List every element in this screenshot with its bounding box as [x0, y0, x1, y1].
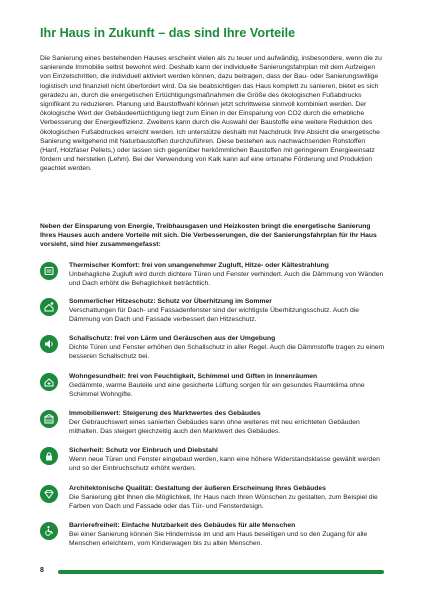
footer-bar: [58, 570, 384, 574]
benefit-architecture: [40, 484, 385, 518]
benefit-property-value: [40, 409, 385, 443]
page-number: 8: [40, 567, 44, 574]
benefit-text: Bei einer Sanierung können Sie Hindernisse im und am Haus beseitigen und so den Zugang für alle Menschen erleichtern, vom Kinderwagen bis zu alten Menschen.: [69, 531, 368, 548]
benefit-text: Der Gebrauchswert eines sanierten Gebäudes kann ohne weiteres mit neu errichteten Gebäuden mithalten. Das steigert gleichzeitig auch den Marktwert des Gebäudes.: [69, 419, 360, 436]
benefit-text: Gedämmte, warme Bauteile und eine gesicherte Lüftung sorgen für ein gesundes Raumklima ohne Schimmel Wohngifte.: [69, 382, 365, 399]
benefit-heading: Wohngesundheit: frei von Feuchtigkeit, Schimmel und Giften in Innenräumen: [69, 373, 318, 380]
building-value-icon: [40, 410, 58, 428]
benefit-healthy-living: [40, 372, 385, 406]
page-title: Ihr Haus in Zukunft – das sind Ihre Vorteile: [40, 26, 296, 40]
lock-icon: [40, 447, 58, 465]
intro-paragraph: Die Sanierung eines bestehenden Hauses erscheint vielen als zu teuer und aufwändig, insbesondere, wenn die zu sanierende Immobilie selbst bewohnt wird. Deshalb kann der individuelle Sanierungsfahrplan mit dem Aufzeigen von Einzelschritten, die individuell aktiviert werden können, dazu beitragen, dass der Bau- oder Sanierungswillige logistisch und finanziell nicht überfordert wird. Da sie beabsichtigen das Haus komplett zu sanieren, bietet es sich geradezu an, durch die energetischen Ertüchtigungsmaßnahmen die Größe des ökologischen Fußabdrucks signifikant zu reduzieren. Planung und Baustoffwahl können jetzt schrittweise sinnvoll kombiniert werden. Der ökologische Wert der Gebäudeertüchtigung liegt zum Einen in der Einsparung von CO2 durch die erhebliche Verbesserung der Energieeffizienz. Zweitens kann durch die Auswahl der Baustoffe eine weitere Reduktion des ökologischen Fußabdruckes erreicht werden. Ich unterstütze deshalb mit Nachdruck Ihre Absicht die energetische Sanierung weitgehend mit Naturbaustoffen durchzuführen. Diese bestehen aus nachwachsenden Rohstoffen (Hanf, Holzfaser Pellets,) oder lassen sich gegenüber herkömmlichen Baustoffen mit geringerem Energieeinsatz fördern und herstellen (Lehm). Bei der Verwendung von Kalk kann auf eine ortsnahe Förderung und Produktion geachtet werden.: [40, 55, 382, 173]
benefit-sound-protection: [40, 334, 385, 368]
house-health-icon: [40, 373, 58, 391]
benefit-text: Wenn neue Türen und Fenster eingebaut werden, kann eine höhere Widerstandsklasse gewählt werden und so der Einbruchschutz erhöht werden.: [69, 456, 380, 473]
benefit-heading: Sommerlicher Hitzeschutz: Schutz vor Überhitzung im Sommer: [69, 298, 272, 305]
benefit-security: [40, 446, 385, 480]
benefit-summer-heat: [40, 297, 385, 331]
benefit-heading: Barrierefreiheit: Einfache Nutzbarkeit des Gebäudes für alle Menschen: [69, 522, 296, 529]
benefit-accessibility: [40, 521, 385, 555]
benefit-text: Die Sanierung gibt Ihnen die Möglichkeit, Ihr Haus nach Ihren Wünschen zu gestalten, zum Beispiel die Farben von Dach und Fassade oder das Tür- und Fensterdesign.: [69, 494, 378, 511]
lead-paragraph: Neben der Einsparung von Energie, Treibhausgasen und Heizkosten bringt die energetische Sanierung Ihres Hauses auch andere Vorteile mit sich. Die Verbesserungen, die der Sanierungsfahrplan für Ihr Haus vorsieht, sind hier zusammengefasst:: [40, 223, 377, 249]
sun-house-icon: [40, 298, 58, 316]
benefit-text: Unbehagliche Zugluft wird durch dichtere Türen und Fenster verhindert. Auch die Dämmung von Wänden und Dach erhöht die Behaglichkeit beträchtlich.: [69, 271, 384, 288]
benefit-text: Verschattungen für Dach- und Fassadenfenster sind der wichtigste Überhitzungsschutz. Auch die Dämmung von Dach und Fassade verbessert den Hitzeschutz.: [69, 307, 360, 324]
benefit-heading: Sicherheit: Schutz vor Einbruch und Diebstahl: [69, 447, 218, 454]
diamond-icon: [40, 485, 58, 503]
benefit-text: Dichte Türen und Fenster erhöhen den Schallschutz in aller Regel. Auch die Dämmstoffe tragen zu einem besseren Schallschutz bei.: [69, 344, 385, 361]
wheelchair-icon: [40, 522, 58, 540]
benefit-heading: Architektonische Qualität: Gestaltung der äußeren Erscheinung Ihres Gebäudes: [69, 485, 326, 492]
benefit-thermal-comfort: [40, 261, 385, 295]
benefit-heading: Schallschutz: frei von Lärm und Geräuschen aus der Umgebung: [69, 335, 276, 342]
benefit-heading: Immobilienwert: Steigerung des Marktwertes des Gebäudes: [69, 410, 261, 417]
speaker-icon: [40, 335, 58, 353]
thermometer-icon: [40, 262, 58, 280]
benefit-heading: Thermischer Komfort: frei von unangenehmer Zugluft, Hitze- oder Kältestrahlung: [69, 262, 329, 269]
